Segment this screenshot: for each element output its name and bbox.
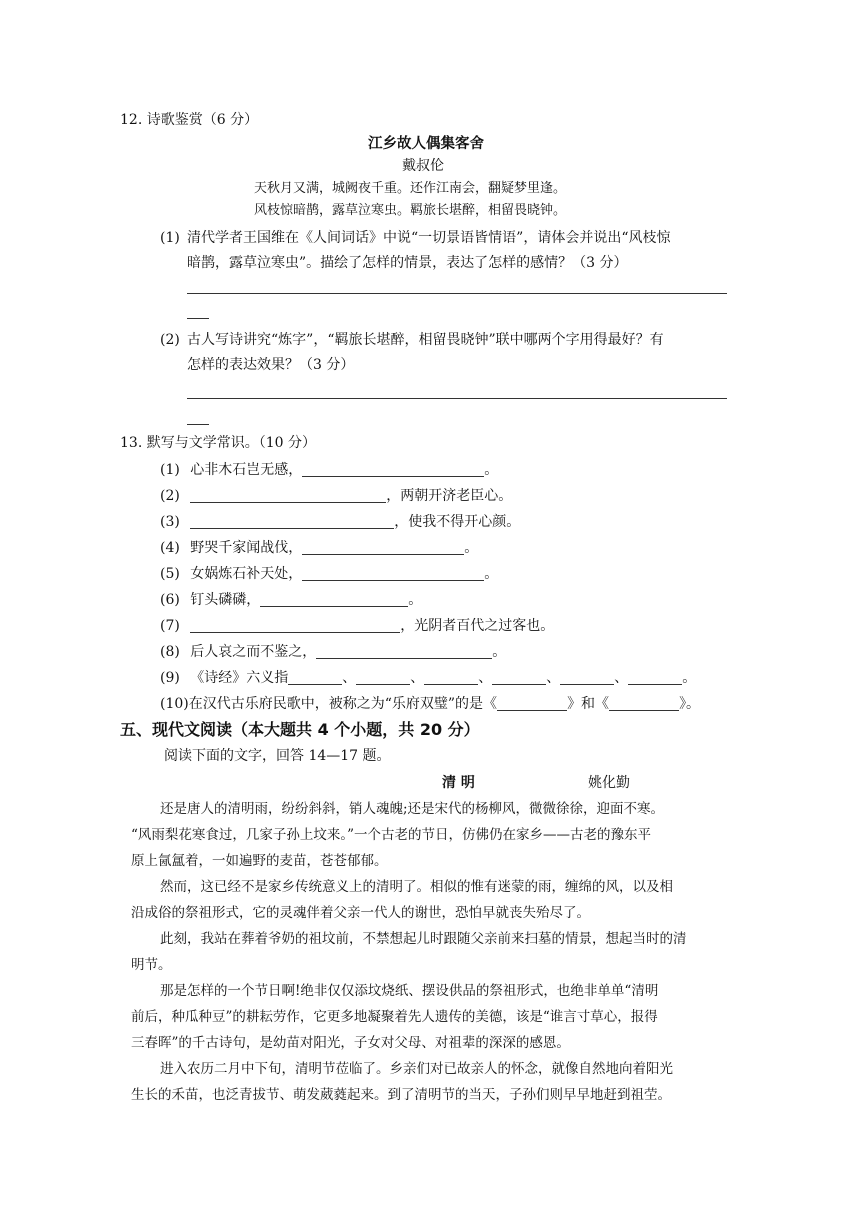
q13-item-10 — [160, 694, 700, 714]
item-text: 。 — [484, 566, 499, 582]
poem-author: 戴叔伦 — [402, 158, 444, 174]
answer-line-tail[interactable] — [187, 424, 209, 425]
fill-blank[interactable] — [302, 461, 484, 477]
article-line: 沿成俗的祭祖形式，它的灵魂伴着父亲一代人的谢世，恐怕早就丧失殆尽了。 — [131, 905, 590, 921]
item-text: ，光阴者百代之过客也。 — [400, 618, 555, 634]
q13-item-8 — [160, 642, 506, 662]
item-number: (7) — [160, 618, 180, 634]
article-author: 姚化勤 — [588, 775, 630, 791]
item-text: 野哭千家闻战伐， — [190, 540, 303, 556]
fill-blank[interactable] — [628, 669, 682, 685]
fill-blank[interactable] — [492, 669, 546, 685]
item-number: (8) — [160, 644, 180, 660]
q12-heading: 12. 诗歌鉴赏（6 分） — [120, 112, 259, 128]
item-text: 心非木石岂无感， — [190, 462, 303, 478]
item-text: 女娲炼石补天处， — [190, 566, 303, 582]
item-number: (5) — [160, 566, 180, 582]
q13-item-9 — [160, 668, 696, 688]
separator: 、 — [342, 670, 357, 686]
fill-blank[interactable] — [497, 695, 567, 711]
item-number: (9) — [160, 670, 180, 686]
q13-heading: 13. 默写与文学常识。（10 分） — [120, 435, 316, 451]
q12-sub1-line-2: 暗鹊，露草泣寒虫”。描绘了怎样的情景，表达了怎样的感情？（3 分） — [187, 255, 628, 271]
q12-sub2-line-2: 怎样的表达效果？（3 分） — [187, 357, 355, 373]
fill-blank[interactable] — [609, 695, 679, 711]
reading-instruction: 阅读下面的文字，回答 14—17 题。 — [164, 748, 391, 764]
section-heading: 五、现代文阅读（本大题共 4 个小题，共 20 分） — [120, 720, 480, 739]
q12-sub1-number: (1) — [160, 230, 180, 246]
poem-line-2: 风枝惊暗鹊，露草泣寒虫。羁旅长堪醉，相留畏晓钟。 — [254, 203, 567, 218]
item-text: 》和《 — [567, 696, 610, 712]
q13-item-7 — [160, 616, 554, 636]
item-text: 》。 — [679, 696, 701, 712]
separator: 、 — [546, 670, 561, 686]
item-number: (6) — [160, 592, 180, 608]
fill-blank[interactable] — [356, 669, 410, 685]
item-text: 。 — [464, 540, 479, 556]
article-line: 那是怎样的一个节日啊!绝非仅仅添坟烧纸、摆设供品的祭祖形式，也绝非单单“清明 — [160, 983, 659, 999]
poem-title: 江乡故人偶集客舍 — [368, 136, 484, 152]
poem-line-1: 天秋月又满，城阙夜千重。还作江南会，翻疑梦里逢。 — [254, 181, 567, 196]
separator: 、 — [614, 670, 629, 686]
article-line: 还是唐人的清明雨，纷纷斜斜，销人魂魄;还是宋代的杨柳风，微微徐徐，迎面不寒。 — [160, 801, 665, 817]
article-line: 三春晖”的千古诗句，是幼苗对阳光，子女对父母、对祖辈的深深的感恩。 — [131, 1035, 570, 1051]
fill-blank[interactable] — [560, 669, 614, 685]
item-number: (1) — [160, 462, 180, 478]
q13-item-5 — [160, 564, 498, 584]
item-text: 。 — [484, 462, 499, 478]
q13-item-6 — [160, 590, 422, 610]
q13-item-4 — [160, 538, 478, 558]
q12-sub2-line-1: 古人写诗讲究“炼字”，“羁旅长堪醉，相留畏晓钟”联中哪两个字用得最好？有 — [187, 332, 664, 348]
article-line: 此刻，我站在葬着爷奶的祖坟前，不禁想起儿时跟随父亲前来扫墓的情景，想起当时的清 — [160, 931, 687, 947]
answer-line[interactable] — [187, 398, 727, 399]
fill-blank[interactable] — [302, 565, 484, 581]
q13-item-1 — [160, 460, 498, 480]
answer-line-tail[interactable] — [187, 318, 209, 319]
fill-blank[interactable] — [302, 539, 464, 555]
q12-sub1-line-1: 清代学者王国维在《人间词话》中说“一切景语皆情语”，请体会并说出“风枝惊 — [187, 230, 671, 246]
fill-blank[interactable] — [260, 591, 408, 607]
article-line: 进入农历二月中下旬，清明节莅临了。乡亲们对已故亲人的怀念，就像自然地向着阳光 — [160, 1061, 673, 1077]
item-text: ，使我不得开心颜。 — [394, 514, 521, 530]
article-line: 前后，种瓜种豆”的耕耘劳作，它更多地凝聚着先人遗传的美德，该是“谁言寸草心，报得 — [131, 1009, 658, 1025]
item-text: 。 — [492, 644, 507, 660]
item-text: 后人哀之而不鉴之， — [190, 644, 317, 660]
q12-sub2-number: (2) — [160, 332, 180, 348]
fill-blank[interactable] — [288, 669, 342, 685]
item-text: 。 — [408, 592, 423, 608]
q13-item-2 — [160, 486, 512, 506]
fill-blank[interactable] — [316, 643, 492, 659]
article-line: 原上氤氲着，一如遍野的麦苗，苍苍郁郁。 — [131, 853, 388, 869]
item-text: 《诗经》六义指 — [190, 670, 289, 686]
item-number: (3) — [160, 514, 180, 530]
article-line: 明节。 — [131, 957, 172, 973]
article-line: “风雨梨花寒食过，几家子孙上坟来。”一个古老的节日，仿佛仍在家乡——古老的豫东平 — [131, 827, 652, 843]
fill-blank[interactable] — [424, 669, 478, 685]
item-text: 钉头磷磷， — [190, 592, 261, 608]
article-line: 生长的禾苗，也泛青拔节、萌发葳蕤起来。到了清明节的当天，子孙们则早早地赶到祖茔。 — [131, 1087, 671, 1103]
article-title: 清 明 — [442, 775, 475, 791]
answer-line[interactable] — [187, 293, 727, 294]
fill-blank[interactable] — [190, 617, 400, 633]
separator: 、 — [410, 670, 425, 686]
item-number: (2) — [160, 488, 180, 504]
item-number: (4) — [160, 540, 180, 556]
q13-item-3 — [160, 512, 520, 532]
separator: 、 — [478, 670, 493, 686]
fill-blank[interactable] — [190, 487, 386, 503]
article-line: 然而，这已经不是家乡传统意义上的清明了。相似的惟有迷蒙的雨，缠绵的风，以及相 — [160, 879, 673, 895]
item-text: (10)在汉代古乐府民歌中，被称之为“乐府双璧”的是《 — [160, 696, 498, 712]
end-mark: 。 — [682, 670, 697, 686]
fill-blank[interactable] — [190, 513, 394, 529]
item-text: ，两朝开济老臣心。 — [386, 488, 513, 504]
